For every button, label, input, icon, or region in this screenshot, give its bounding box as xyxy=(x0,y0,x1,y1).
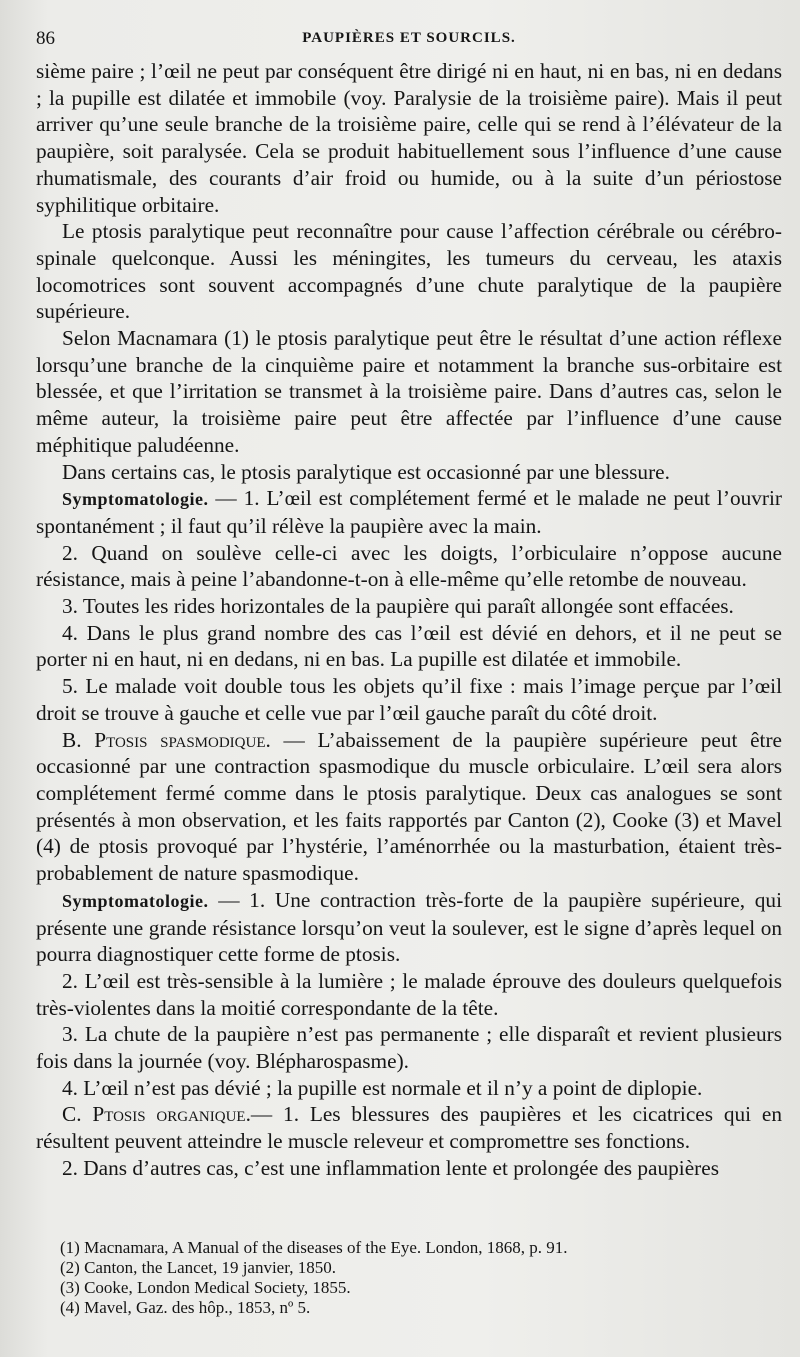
paragraph: sième paire ; l’œil ne peut par conséquent être dirigé ni en haut, ni en bas, ni en dedans ; la pupille est dilatée et immobile (voy. Paralysie de la troisième paire). Mais il peut arriver qu’une seule branche de la troisième paire, celle qui se rend à l’élévateur de la paupière, soit paralysée. Cela se produit habituellement sous l’influence d’une cause rhumatismale, des courants d’air froid ou humide, ou à la suite d’un périostose syphilitique orbitaire. xyxy=(36,59,782,217)
footnote: (4) Mavel, Gaz. des hôp., 1853, nº 5. xyxy=(60,1298,311,1317)
paragraph: Selon Macnamara (1) le ptosis paralytique peut être le résultat d’une action réflexe lorsqu’une branche de la cinquième paire et notamment la branche sus-orbitaire est blessée, et que l’irritation se transmet à la troisième paire. Dans d’autres cas, selon le même auteur, la troisième paire peut être affectée par l’influence d’une cause méphitique paludéenne. xyxy=(36,326,782,457)
paragraph: 4. Dans le plus grand nombre des cas l’œil est dévié en dehors, et il ne peut se porter ni en haut, ni en dedans, ni en bas. La pupille est dilatée et immobile. xyxy=(36,620,782,672)
footnote: (1) Macnamara, A Manual of the diseases of the Eye. London, 1868, p. 91. xyxy=(60,1238,568,1257)
paragraph xyxy=(36,727,782,887)
paragraph: Dans certains cas, le ptosis paralytique est occasionné par une blessure. xyxy=(62,459,670,484)
body-text xyxy=(36,58,782,1182)
page-number: 86 xyxy=(36,28,55,49)
section-title: C. Ptosis organique. xyxy=(62,1102,251,1127)
page-header xyxy=(36,28,782,58)
paragraph xyxy=(36,1101,782,1154)
section-title: B. Ptosis spasmodique. xyxy=(62,727,271,752)
paragraph: Le ptosis paralytique peut reconnaître pour cause l’affection cérébrale ou cérébro-spinale quelconque. Aussi les méningites, les tumeurs du cerveau, les ataxis locomotrices sont souvent accompagnés d’une chute paralytique de la paupière supérieure. xyxy=(36,219,782,324)
paragraph-text: — L’abaissement de la paupière supérieure peut être occasionné par une contraction spasmodique du muscle orbiculaire. L’œil sera alors complétement fermé comme dans le ptosis paralytique. Deux cas analogues se sont présentés à mon observation, et les faits rapportés par Canton (2), Cooke (3) et Mavel (4) de ptosis provoqué par l’hystérie, l’aménorrhée ou la masturbation, étaient très-probablement de nature spasmodique. xyxy=(36,727,782,886)
paragraph xyxy=(36,485,782,539)
paragraph: 5. Le malade voit double tous les objets qu’il fixe : mais l’image perçue par l’œil droit se trouve à gauche et celle vue par l’œil gauche paraît du côté droit. xyxy=(36,674,782,725)
paragraph: 2. Dans d’autres cas, c’est une inflammation lente et prolongée des paupières xyxy=(62,1155,720,1180)
paragraph: 2. L’œil est très-sensible à la lumière ; le malade éprouve des douleurs quelquefois très-violentes dans la moitié correspondante de la tête. xyxy=(36,968,782,1020)
paragraph: 2. Quand on soulève celle-ci avec les doigts, l’orbiculaire n’oppose aucune résistance, mais à peine l’abandonne-t-on à elle-même qu’elle retombe de nouveau. xyxy=(36,540,782,592)
running-title: PAUPIÈRES ET SOURCILS. xyxy=(302,30,516,46)
paragraph-text: — 1. Les blessures des paupières et les cicatrices qui en résultent peuvent atteindre le muscle releveur et compromettre ses fonctions. xyxy=(36,1102,782,1154)
paragraph-text: — 1. Une contraction très-forte de la paupière supérieure, qui présente une grande résistance lorsqu’on veut la soulever, est le signe d’après lequel on pourra diagnostiquer cette forme de ptosis. xyxy=(36,887,782,967)
footnotes xyxy=(36,1238,782,1318)
paragraph: 4. L’œil n’est pas dévié ; la pupille est normale et il n’y a point de diplopie. xyxy=(62,1075,703,1100)
section-heading: Symptomatologie. xyxy=(62,890,209,911)
section-heading: Symptomatologie. xyxy=(62,489,209,510)
paragraph xyxy=(36,887,782,968)
paragraph-text: — 1. L’œil est complétement fermé et le malade ne peut l’ouvrir spontanément ; il faut qu’il rélève la paupière avec la main. xyxy=(36,486,782,538)
paragraph: 3. Toutes les rides horizontales de la paupière qui paraît allongée sont effacées. xyxy=(62,594,734,619)
footnote: (3) Cooke, London Medical Society, 1855. xyxy=(60,1278,351,1297)
footnote: (2) Canton, the Lancet, 19 janvier, 1850. xyxy=(60,1258,336,1277)
paragraph: 3. La chute de la paupière n’est pas permanente ; elle disparaît et revient plusieurs fois dans la journée (voy. Blépharospasme). xyxy=(36,1022,782,1074)
